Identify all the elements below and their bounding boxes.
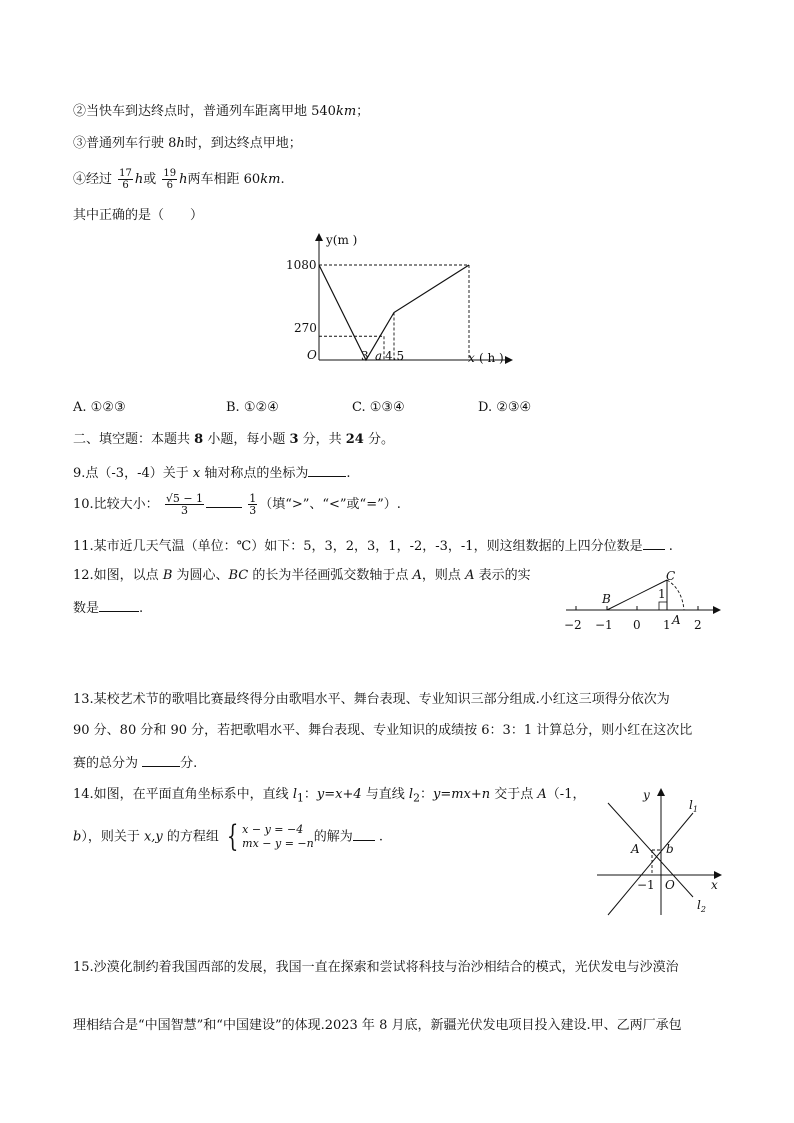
label-neg1: −1 bbox=[637, 878, 655, 892]
x-tick-3: 3 bbox=[361, 349, 369, 363]
label-c: C bbox=[666, 569, 676, 583]
choice-a[interactable]: A. ①②③ bbox=[73, 400, 126, 415]
section-2-heading: 二、填空题：本题共 8 小题，每小题 3 分，共 24 分。 bbox=[73, 432, 394, 447]
tick-label-neg1: −1 bbox=[595, 618, 613, 632]
q8-item-3: ③普通列车行驶 8h时，到达终点甲地； bbox=[73, 136, 302, 151]
x-tick-4.5: 4.5 bbox=[385, 349, 405, 363]
answer-blank[interactable] bbox=[99, 597, 139, 612]
label-b: B bbox=[602, 592, 611, 606]
question-14-line-2: b），则关于 x,y 的方程组 { x − y = −4 mx − y = −n 的解为 . bbox=[73, 819, 384, 854]
tick-label-1: 1 bbox=[663, 618, 671, 632]
tick-label-0: 0 bbox=[633, 618, 641, 632]
label-y: y bbox=[643, 788, 650, 802]
answer-blank[interactable] bbox=[353, 826, 375, 841]
choice-d[interactable]: D. ②③④ bbox=[478, 400, 532, 415]
label-l1: $l_1$ bbox=[689, 798, 698, 814]
answer-blank[interactable] bbox=[142, 752, 180, 767]
question-10: 10.比较大小： $\frac{√5 - 1}{3}$ $\frac{1}{3}$ （填“>”、“<”或“=”）. bbox=[73, 492, 401, 517]
tick-label-2: 2 bbox=[694, 618, 702, 632]
x-axis-unit: ( h ) bbox=[479, 351, 504, 365]
tick-label-neg2: −2 bbox=[564, 618, 582, 632]
choice-c[interactable]: C. ①③④ bbox=[352, 400, 405, 415]
origin-label: O bbox=[307, 348, 317, 362]
y-axis-label: y(m ) bbox=[326, 233, 358, 247]
question-11: 11.某市近几天气温（单位：℃）如下：5，3，2，3，1，-2，-3，-1，则这组数据的上四分位数是 . bbox=[73, 535, 673, 557]
label-a: A bbox=[672, 613, 681, 627]
q8-item-2: ②当快车到达终点时，普通列车距离甲地 540km； bbox=[73, 104, 370, 119]
label-l2: $l_2$ bbox=[697, 898, 706, 914]
question-14-line-1: 14.如图，在平面直角坐标系中，直线 $l_1$：y=x+4 与直线 $l_2$：y=mx+n 交于点 A（-1， bbox=[73, 787, 586, 805]
question-13-line-1: 13.某校艺术节的歌唱比赛最终得分由歌唱水平、舞台表现、专业知识三部分组成.小红这三项得分依次为 bbox=[73, 692, 670, 707]
answer-blank[interactable] bbox=[308, 462, 346, 477]
label-x: x bbox=[711, 878, 718, 892]
fraction-19-6: $\frac{19}{6}$ bbox=[163, 168, 177, 191]
fraction-17-6: $\frac{17}{6}$ bbox=[119, 168, 132, 191]
x-axis-label: x bbox=[468, 351, 475, 365]
question-13-line-3: 赛的总分为 分. bbox=[73, 752, 197, 774]
question-15-line-2: 理相结合是“中国智慧”和“中国建设”的体现.2023 年 8 月底，新疆光伏发电项目投入建设.甲、乙两厂承包 bbox=[73, 1018, 682, 1033]
q8-distance-time-graph bbox=[286, 228, 520, 368]
label-a: A bbox=[631, 842, 640, 856]
equation-system: x − y = −4 mx − y = −n bbox=[242, 823, 314, 850]
q8-item-4: ④经过 $\frac{17}{6}$ h或 $\frac{19}{6}$ h两车相距 60km. bbox=[73, 168, 285, 191]
question-12-line-1: 12.如图，以点 B 为圆心、BC 的长为半径画弧交数轴于点 A，则点 A 表示的实 bbox=[73, 568, 531, 583]
choice-b[interactable]: B. ①②④ bbox=[226, 400, 279, 415]
y-tick-270: 270 bbox=[294, 321, 317, 335]
y-tick-1080: 1080 bbox=[286, 258, 317, 272]
fraction-sqrt5: $\frac{√5 - 1}{3}$ bbox=[165, 492, 204, 517]
q8-prompt: 其中正确的是（ ） bbox=[73, 208, 204, 223]
question-15-line-1: 15.沙漠化制约着我国西部的发展，我国一直在探索和尝试将科技与治沙相结合的模式，光伏发电与沙漠治 bbox=[73, 960, 679, 975]
line-l1 bbox=[608, 813, 693, 915]
question-13-line-2: 90 分、80 分和 90 分，若把歌唱水平、舞台表现、专业知识的成绩按 6：3：1 计算总分，则小红在这次比 bbox=[73, 723, 693, 738]
label-b: b bbox=[666, 842, 674, 856]
right-angle-mark bbox=[659, 602, 667, 610]
arc bbox=[667, 580, 684, 610]
answer-blank[interactable] bbox=[206, 493, 242, 508]
label-o: O bbox=[665, 878, 675, 892]
q12-number-line-figure bbox=[562, 565, 728, 635]
fraction-one-third: $\frac{1}{3}$ bbox=[249, 492, 257, 517]
tick-marks bbox=[576, 606, 698, 610]
q14-coordinate-figure bbox=[593, 785, 728, 920]
question-9: 9.点（-3，-4）关于 x 轴对称点的坐标为 . bbox=[73, 462, 351, 484]
question-12-line-2: 数是 . bbox=[73, 597, 143, 619]
x-tick-a: a bbox=[375, 349, 383, 363]
system-brace: { bbox=[226, 819, 239, 854]
label-one: 1 bbox=[658, 587, 666, 601]
answer-blank[interactable] bbox=[643, 535, 665, 550]
